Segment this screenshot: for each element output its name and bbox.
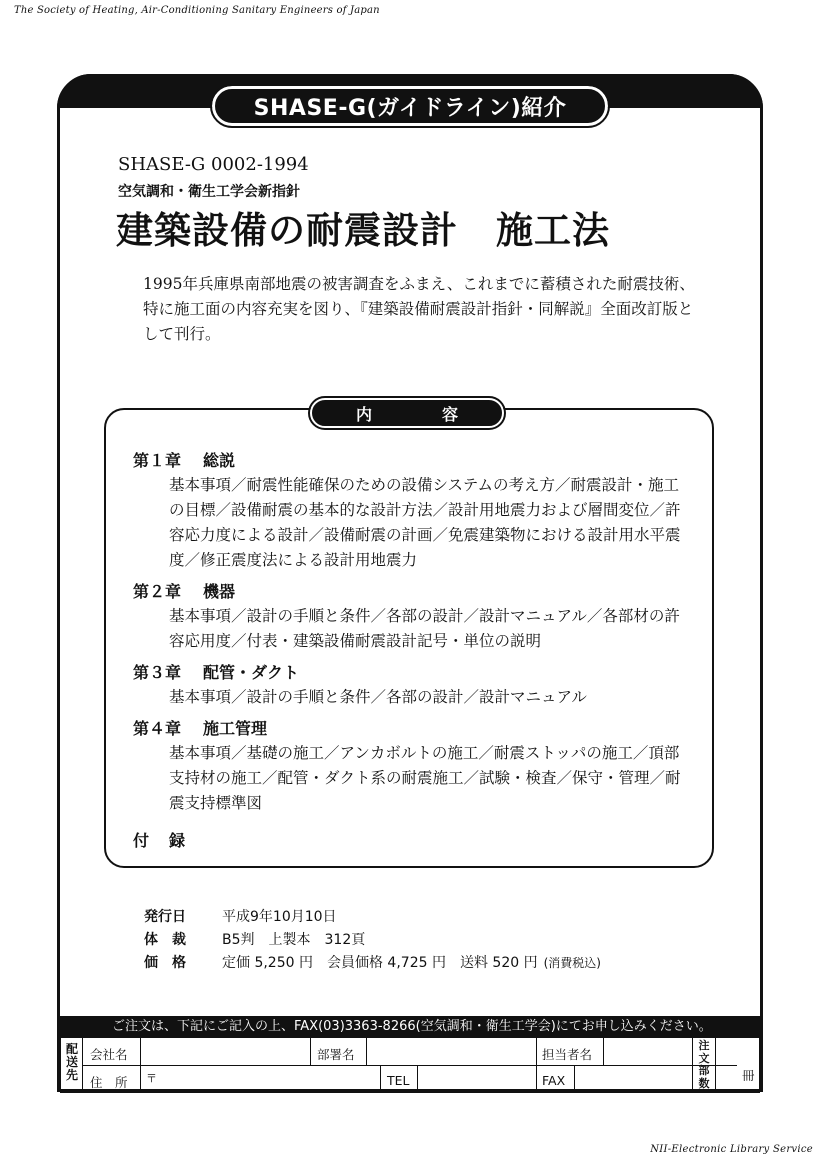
contents-heading-left: 内 (355, 404, 372, 424)
guideline-banner: SHASE-G(ガイドライン)紹介 (212, 86, 608, 126)
postal-mark: 〒 (146, 1072, 157, 1085)
chapter-title: 施工管理 (203, 719, 268, 738)
department-label: 部署名 (317, 1047, 355, 1062)
pub-format-row (144, 929, 601, 952)
pub-price-note: (消費税込) (543, 956, 601, 970)
chapter-number: 第１章 (133, 451, 182, 470)
chapter-number: 第２章 (133, 582, 182, 601)
chapter-title: 機器 (203, 582, 236, 601)
chapter-3-heading (133, 660, 693, 685)
address-field[interactable] (160, 1066, 380, 1092)
chapter-number: 第３章 (133, 663, 182, 682)
pub-date-value: 平成9年10月10日 (222, 909, 337, 925)
contents-heading-right: 容 (442, 404, 459, 424)
fax-field[interactable] (575, 1066, 692, 1092)
unit-label: 冊 (742, 1068, 755, 1083)
chapter-2-body: 基本事項／設計の手順と条件／各部の設計／設計マニュアル／各部材の許容応用度／付表・建築設備耐震設計記号・単位の説明 (169, 607, 680, 650)
footer-credit: NII-Electronic Library Service (650, 1144, 813, 1155)
pub-date-row (144, 906, 601, 929)
chapter-4-heading (133, 716, 693, 741)
address-label: 住 所 (90, 1075, 128, 1090)
chapter-1-heading (133, 448, 693, 473)
pub-format-value: B5判 上製本 312頁 (222, 932, 366, 948)
appendix-heading (133, 828, 693, 853)
chapter-4-body: 基本事項／基礎の施工／アンカボルトの施工／耐震ストッパの施工／頂部支持材の施工／配管・ダクト系の耐震施工／試験・検査／保守・管理／耐震支持標準図 (169, 744, 681, 812)
order-qty-label: 注文部数 (698, 1039, 710, 1090)
department-field[interactable] (367, 1038, 535, 1065)
appendix-label-2: 録 (169, 831, 186, 850)
appendix-label-1: 付 (133, 831, 150, 850)
pub-format-label: 体 裁 (144, 932, 186, 948)
tel-label: TEL (387, 1073, 410, 1088)
order-form (60, 1037, 760, 1092)
chapter-number: 第４章 (133, 719, 182, 738)
intro-text: 1995年兵庫県南部地震の被害調査をふまえ、これまでに蓄積された耐震技術、特に施工面の内容充実を図り、『建築設備耐震設計指針・同解説』全面改訂版として刊行。 (143, 275, 695, 343)
chapter-title: 総説 (203, 451, 236, 470)
chapter-list (133, 448, 693, 853)
person-label: 担当者名 (542, 1047, 593, 1062)
tel-field[interactable] (418, 1066, 536, 1092)
pub-price-label: 価 格 (144, 955, 186, 971)
order-instruction: ご注文は、下記にご記入の上、FAX(03)3363-8266(空気調和・衛生工学会)にてお申し込みください。 (60, 1016, 760, 1037)
company-field[interactable] (141, 1038, 309, 1065)
order-qty-field[interactable] (716, 1038, 738, 1092)
document-code: SHASE-G 0002-1994 (118, 154, 309, 175)
chapter-3-body: 基本事項／設計の手順と条件／各部の設計／設計マニュアル (169, 688, 587, 706)
pub-price-row (144, 952, 601, 975)
contents-heading (310, 398, 504, 428)
ship-to-label: 配送先 (65, 1042, 78, 1082)
chapter-title: 配管・ダクト (203, 663, 300, 682)
fax-label: FAX (542, 1073, 566, 1088)
pub-price-value: 定価 5,250 円 会員価格 4,725 円 送料 520 円 (222, 955, 538, 971)
document-title: 建築設備の耐震設計 施工法 (116, 209, 610, 252)
document-series: 空気調和・衛生工学会新指針 (118, 184, 300, 200)
chapter-1-body: 基本事項／耐震性能確保のための設備システムの考え方／耐震設計・施工の目標／設備耐震の基本的な設計方法／設計用地震力および層間変位／許容応力度による設計／設備耐震の計画／免震建築物における設計用水平震度／修正震度法による設計用地震力 (169, 476, 681, 569)
chapter-2-heading (133, 579, 693, 604)
pub-date-label: 発行日 (144, 909, 186, 925)
header-credit: The Society of Heating, Air-Conditioning Sanitary Engineers of Japan (14, 5, 380, 16)
company-label: 会社名 (90, 1047, 128, 1062)
person-field[interactable] (604, 1038, 692, 1065)
publication-info (144, 906, 601, 975)
